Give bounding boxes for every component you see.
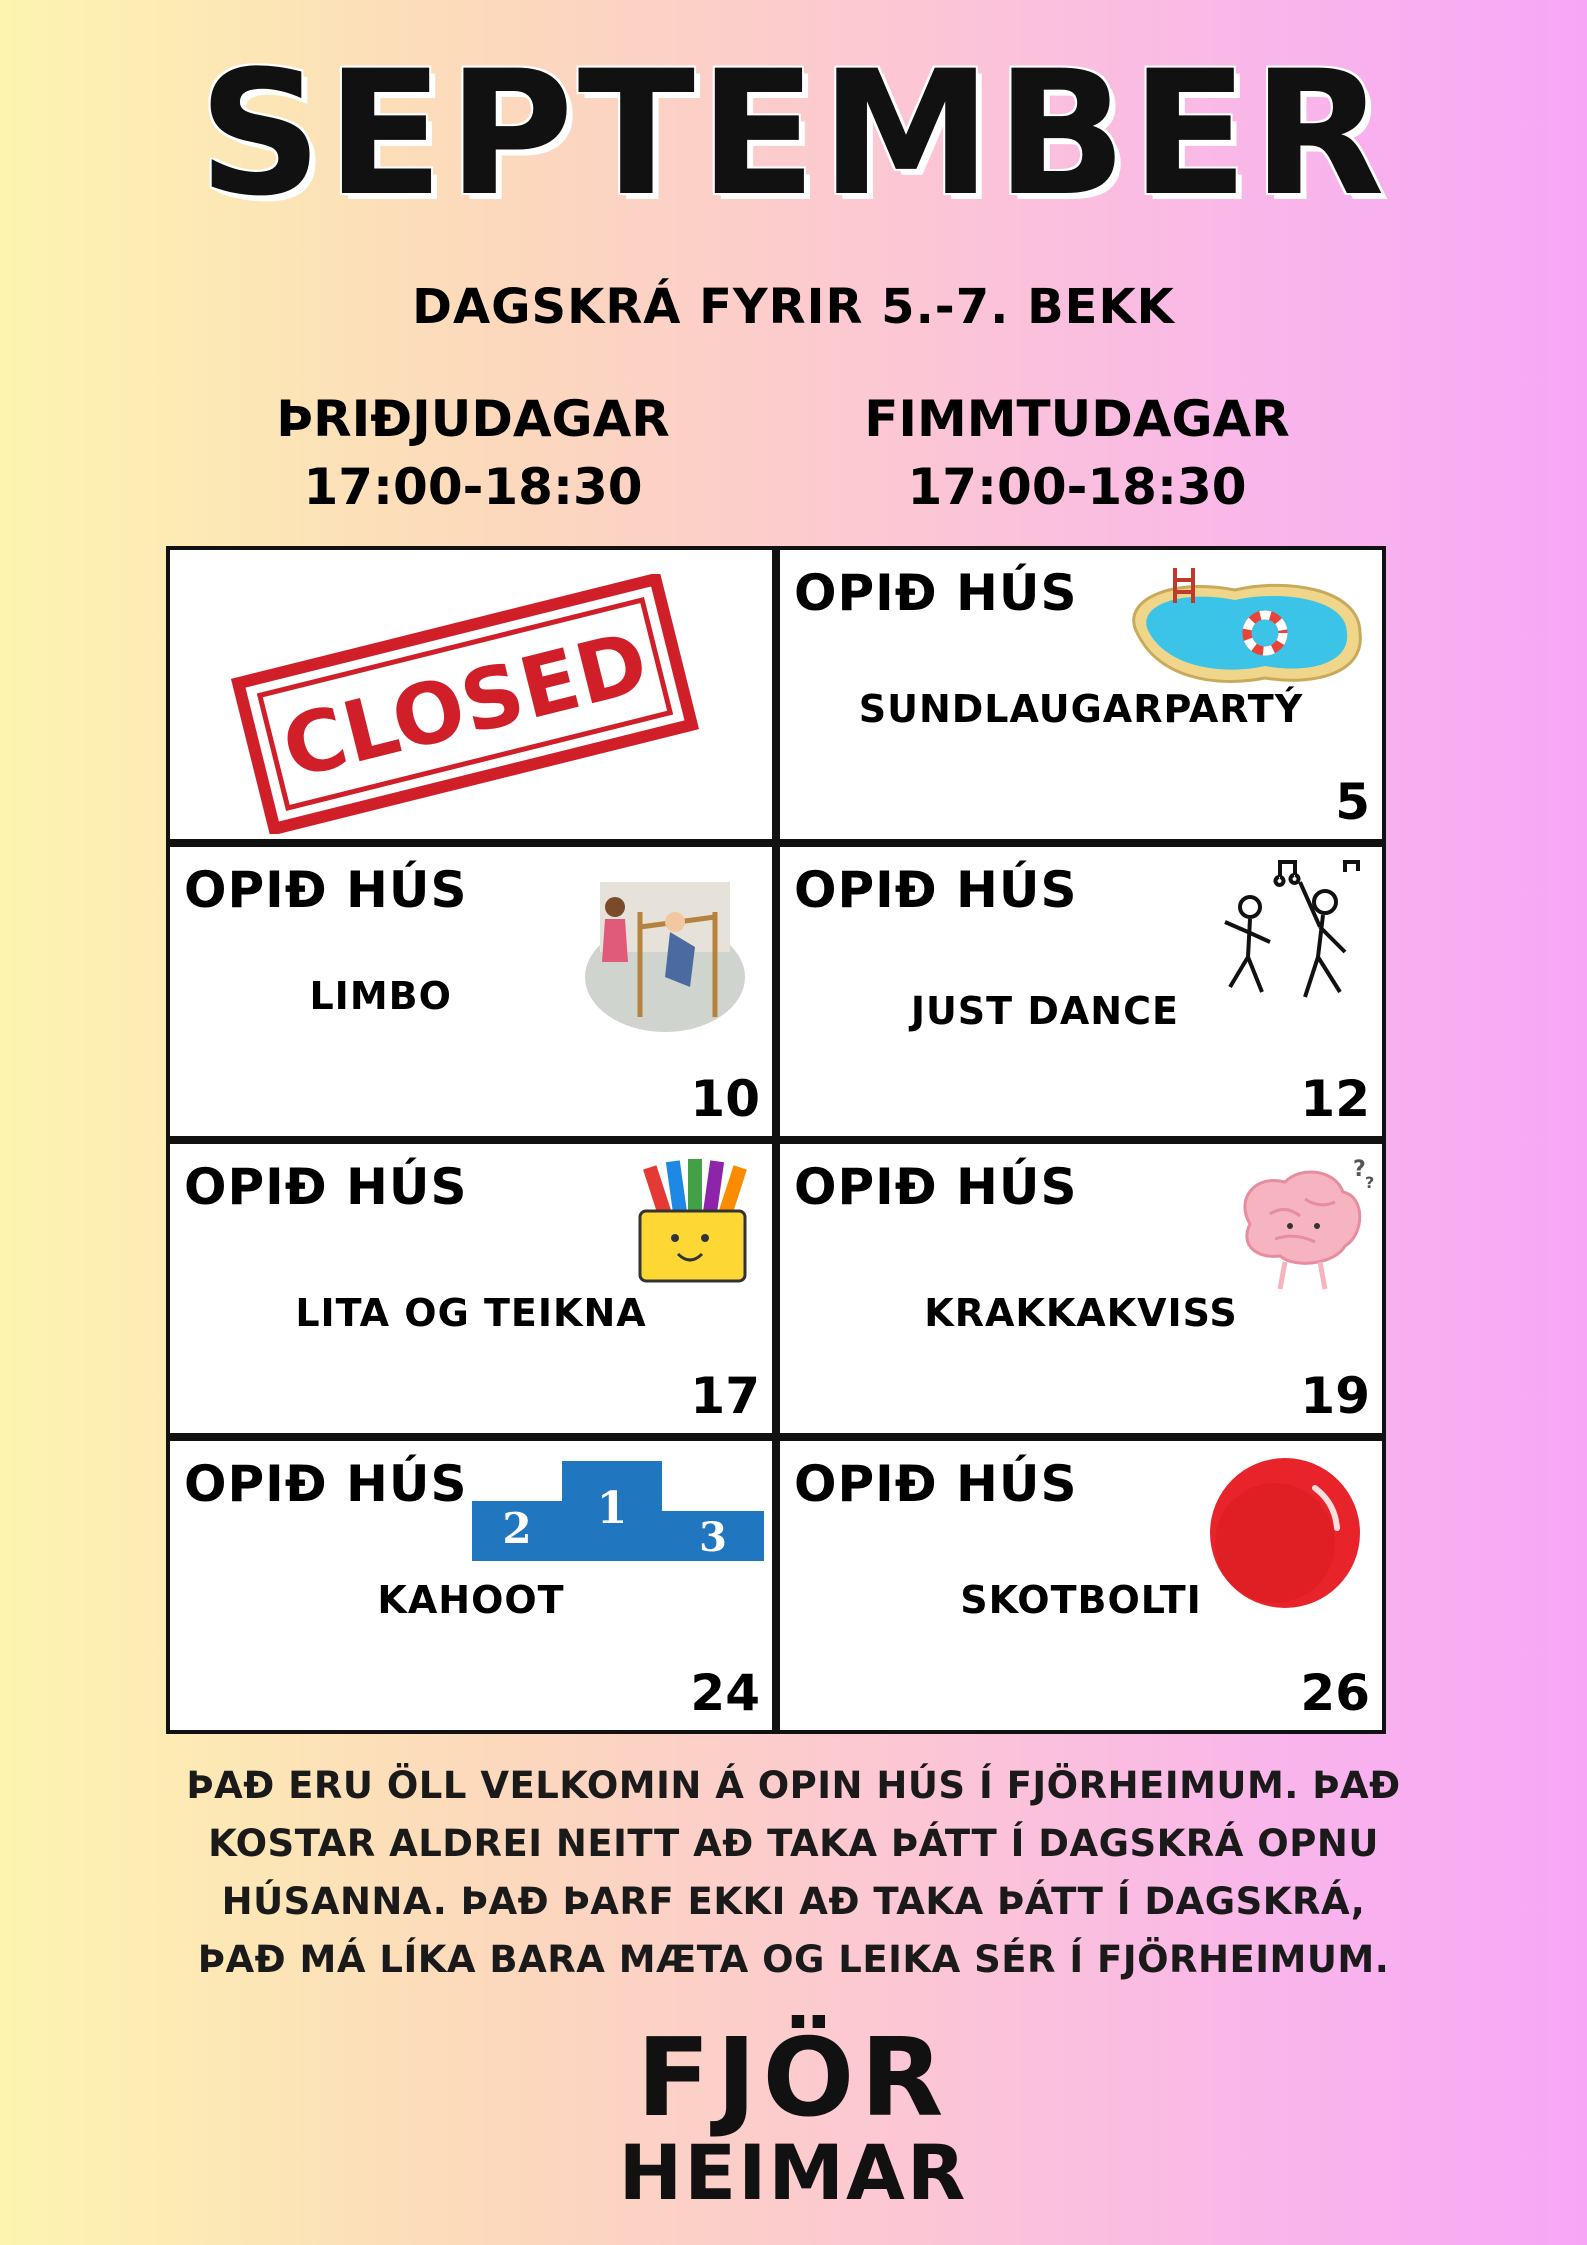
footer-text: ÞAÐ ERU ÖLL VELKOMIN Á OPIN HÚS Í FJÖRHEIMUM. ÞAÐ KOSTAR ALDREI NEITT AÐ TAKA ÞÁTT Í DAGSKRÁ OPNU HÚSANNA. ÞAÐ ÞARF EKKI AÐ TAKA ÞÁTT Í DAGSKRÁ, ÞAÐ MÁ LÍKA BARA MÆTA OG LEIKA SÉR Í FJÖRHEIMUM. [186,1764,1401,1981]
schedule-cell [780,550,1382,839]
event-name: SKOTBOLTI [960,1578,1202,1622]
event-date: 12 [1300,1070,1370,1128]
cell-heading: OPIÐ HÚS [184,861,468,919]
event-name: JUST DANCE [910,989,1179,1033]
cell-heading: OPIÐ HÚS [184,1158,468,1216]
event-name: LITA OG TEIKNA [295,1291,647,1335]
logo-line-2: HEIMAR [618,2128,968,2217]
cell-heading: OPIÐ HÚS [794,861,1078,919]
cell-heading: OPIÐ HÚS [794,564,1078,622]
day-name: ÞRIÐJUDAGAR [276,390,670,448]
schedule-cell [780,847,1382,1136]
closed-label: CLOSED [273,612,658,798]
cell-heading: OPIÐ HÚS [184,1455,468,1513]
day-name: FIMMTUDAGAR [864,390,1290,448]
podium-second: 2 [502,1504,532,1553]
closed-stamp-icon [220,574,710,834]
schedule-grid [166,546,1386,1734]
schedule-cell [170,847,772,1136]
event-date: 17 [690,1367,760,1425]
podium-first: 1 [596,1483,628,1534]
day-time: 17:00-18:30 [303,458,643,516]
cell-heading: OPIÐ HÚS [794,1455,1078,1513]
limbo-icon [580,867,750,1037]
event-date: 10 [690,1070,760,1128]
schedule-cell [780,1441,1382,1730]
event-date: 24 [690,1664,760,1722]
schedule-cell-closed [170,550,772,839]
schedule-cell [170,1144,772,1433]
page-title: SEPTEMBER [198,33,1389,234]
event-date: 5 [1335,773,1370,831]
fjorheimar-logo [613,2016,973,2225]
podium-third: 3 [699,1514,727,1561]
event-name: SUNDLAUGARPARTÝ [858,687,1304,731]
event-name: KAHOOT [377,1578,565,1622]
day-header-tuesday [193,385,753,521]
event-name: LIMBO [309,974,452,1018]
schedule-cell [780,1144,1382,1433]
cell-heading: OPIÐ HÚS [794,1158,1078,1216]
crayon-box-icon [630,1156,755,1286]
day-header-thursday [797,385,1357,521]
svg-text:?: ? [1365,1173,1375,1192]
pool-icon [1115,558,1375,698]
logo-line-1: FJÖR [636,2016,950,2141]
brain-icon [1225,1154,1375,1299]
event-date: 26 [1300,1664,1370,1722]
svg-text:?: ? [1353,1157,1366,1182]
page-subtitle: DAGSKRÁ FYRIR 5.-7. BEKK [412,279,1175,335]
schedule-cell [170,1441,772,1730]
podium-icon [472,1461,764,1561]
event-name: KRAKKAKVISS [924,1291,1238,1335]
day-time: 17:00-18:30 [907,458,1247,516]
event-date: 19 [1300,1367,1370,1425]
